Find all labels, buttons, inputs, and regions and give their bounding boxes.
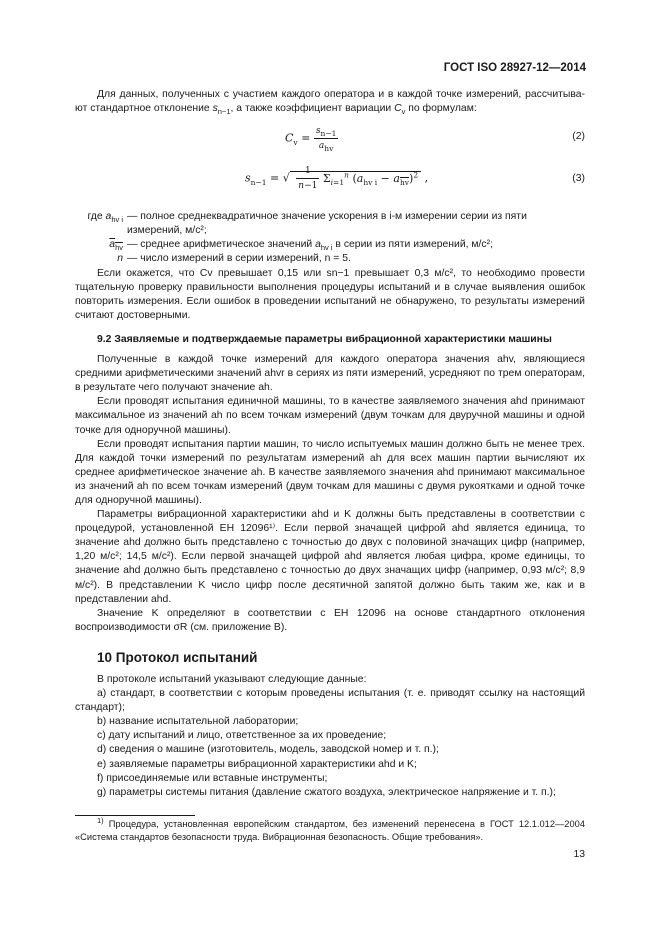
section-9-2-p5: Значение K определяют в соответствии с ЕН 12096 на основе стандартного отклонения воспроизводимости σR (см. приложение В). [75,607,585,633]
formula-cv-number: (2) [572,131,585,143]
report-item-e: e) заявляемые параметры вибрационной характеристики ahd и K; [97,758,417,770]
report-item-g: g) параметры системы питания (давление сжатого воздуха, электрическое напряжение и т. п.); [97,786,556,798]
report-item-b: b) название испытательной лаборатории; [97,716,299,728]
page-content [75,88,585,800]
formula-sn-expression: $s_{n-1}$ = √ $\frac{1}{n-1}$ $\Sigma_{i=1}^n$ $(a_{hv i} - a_{hv})^2$ , [245,166,429,192]
footnote-divider [75,815,195,816]
section-9-2-title: 9.2 Заявляемые и подтверждаемые параметры вибрационной характеристики машины [97,333,552,345]
formula-cv-expression: $C_v$ = $\frac{s_{n-1}}{a_{hv}}$ [285,126,337,154]
intro-paragraph: Для данных, полученных с участием каждого оператора и в каждой точке измерений, рассчитыва-ют стандартное отклонение $s_{n-1}$, а также коэффициент вариации $C_v$ по формулам: [75,89,585,117]
report-item-f: f) присоединяемые или вставные инструменты; [97,772,328,784]
definition-ahv-mean: $a_{hv}$ — среднее арифметическое значений $a_{hv i}$ в серии из пяти измерений, м/с²; [109,239,493,253]
report-items [75,673,585,800]
section-9-2-p3: Если проводят испытания партии машин, то число испытуемых машин должно быть не менее трех. Для каждой точки измерений по результатам измерений ah для всех машин партии вычисляют их среднее арифметическое значение ah. В качестве заявляемого значения ahd принимают максимальное из значений ah по всем точкам измерений (двум точкам для машины с двумя рукоятками и одной точке для одноручной машины). [75,438,585,506]
formula-sn [75,160,585,208]
page-number: 13 [573,849,585,860]
report-item-c: c) дату испытаний и лицо, ответственное за их проведение; [97,730,387,742]
section-9-2-p1: Полученные в каждой точке измерений для каждого оператора значения ahv, являющиеся средними арифметическими значений ahvr в сериях из пяти измерений, усредняют по трем операторам, в результате чего получают значение ah. [75,354,585,394]
symbol-definitions [75,210,585,266]
footnote-mark: 1) [97,815,104,825]
formula-sn-number: (3) [572,173,585,185]
definition-n: n — число измерений в серии измерений, n = 5. [117,253,351,265]
formula-cv [75,118,585,158]
definition-ahvi: где $a_{hv i}$ — полное среднеквадратичное значение ускорения в i-м измерении серии из пяти измерений, м/с²; [87,211,527,237]
standard-header: ГОСТ ISO 28927-12—2014 [443,62,586,74]
section-10-title: 10 Протокол испытаний [97,649,258,665]
section-9-2-p2: Если проводят испытания единичной машины, то в качестве заявляемого значения ahd принимают максимальное из значений ah по всем точкам измерений (двум точкам для двуручной машины и одной точке для одноручной машины). [75,396,585,436]
footnote: $^{1)}$ Процедура, установленная европейским стандартом, без изменений перенесена в ГОСТ 12.1.012—2004 «Система стандартов безопасности труда. Вибрационная безопасность. Общие требования». [75,815,585,842]
report-item-a: a) стандарт, в соответствии с которым проведены испытания (т. е. приводят ссылку на настоящий стандарт); [75,688,585,714]
report-item-d: d) сведения о машине (изготовитель, модель, заводской номер и т. п.); [97,744,439,756]
cv-check-paragraph: Если окажется, что Cv превышает 0,15 или sn−1 превышает 0,3 м/с², то необходимо провести тщательную проверку правильности выполнения процедуры испытаний и в случае выявления ошибок повторить измерения. Если ошибок в проведении испытаний не обнаружено, то результаты измерений считают достоверными. [75,267,585,321]
section-9-2-p4: Параметры вибрационной характеристики ahd и K должны быть представлены в соответствии с процедурой, установленной ЕН 12096¹⁾. Если первой значащей цифрой ahd является единица, то значение ahd должно быть представлено с точностью до двух с половиной значащих цифр (например, 1,20 м/с²; 14,5 м/с²). Если первой значащей цифрой ahd является любая цифра, кроме единицы, то значение ahd должно быть представлено с точностью до двух значащих цифр (например, 0,93 м/с²; 8,9 м/с²). В представлении K число цифр после десятичной запятой должно быть таким же, как и в представлении ahd. [75,509,585,605]
report-lead: В протоколе испытаний указывают следующие данные: [97,674,367,685]
